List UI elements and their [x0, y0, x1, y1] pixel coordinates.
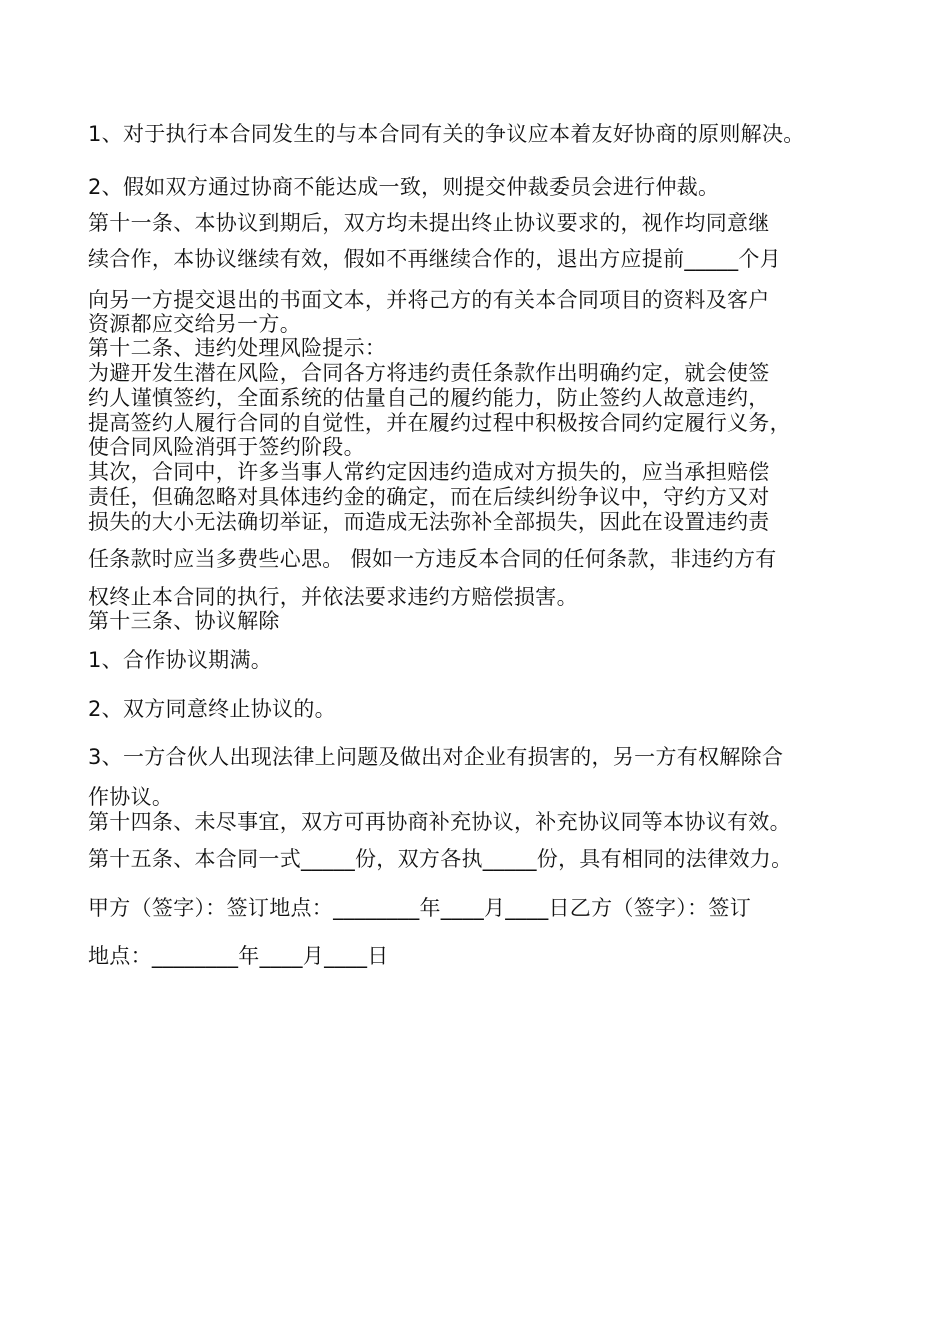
text-line: 3、一方合伙人出现法律上问题及做出对企业有损害的，另一方有权解除合 [88, 745, 784, 769]
section-heading: 第十四条、未尽事宜，双方可再协商补充协议，补充协议同等本协议有效。 [88, 810, 791, 834]
text-line: 2、双方同意终止协议的。 [88, 697, 336, 721]
text-line: 使合同风险消弭于签约阶段。 [88, 435, 365, 459]
signature-line: 地点：________年____月____日 [88, 944, 389, 968]
text-line: 2、假如双方通过协商不能达成一致，则提交仲裁委员会进行仲裁。 [88, 175, 720, 199]
text-line: 为避开发生潜在风险，合同各方将违约责任条款作出明确约定，就会使签 [88, 361, 770, 385]
text-line: 提高签约人履行合同的自觉性，并在履约过程中积极按合同约定履行义务， [88, 411, 791, 435]
text-line: 向另一方提交退出的书面文本，并将己方的有关本合同项目的资料及客户 [88, 288, 770, 312]
section-heading: 第十三条、协议解除 [88, 609, 280, 633]
text-line: 1、对于执行本合同发生的与本合同有关的争议应本着友好协商的原则解决。 [88, 122, 805, 146]
text-line: 第十一条、本协议到期后，双方均未提出终止协议要求的，视作均同意继 [88, 211, 770, 235]
text-line: 1、合作协议期满。 [88, 648, 273, 672]
text-line: 续合作，本协议继续有效，假如不再继续合作的，退出方应提前_____个月 [88, 247, 781, 271]
text-line: 约人谨慎签约，全面系统的估量自己的履约能力，防止签约人故意违约， [88, 386, 770, 410]
text-line: 损失的大小无法确切举证，而造成无法弥补全部损失，因此在设置违约责 [88, 510, 770, 534]
text-line: 责任，但确忽略对具体违约金的确定，而在后续纠纷争议中，守约方又对 [88, 485, 770, 509]
text-line: 资源都应交给另一方。 [88, 312, 301, 336]
text-line: 权终止本合同的执行，并依法要求违约方赔偿损害。 [88, 585, 578, 609]
text-line: 其次，合同中，许多当事人常约定因违约造成对方损失的，应当承担赔偿 [88, 460, 770, 484]
signature-line: 甲方（签字）：签订地点：________年____月____日乙方（签字）：签订 [88, 896, 751, 920]
section-heading: 第十五条、本合同一式_____份，双方各执_____份，具有相同的法律效力。 [88, 847, 793, 871]
text-line: 任条款时应当多费些心思。 假如一方违反本合同的任何条款，非违约方有 [88, 547, 777, 571]
section-heading: 第十二条、违约处理风险提示： [88, 336, 387, 360]
text-line: 作协议。 [88, 785, 174, 809]
